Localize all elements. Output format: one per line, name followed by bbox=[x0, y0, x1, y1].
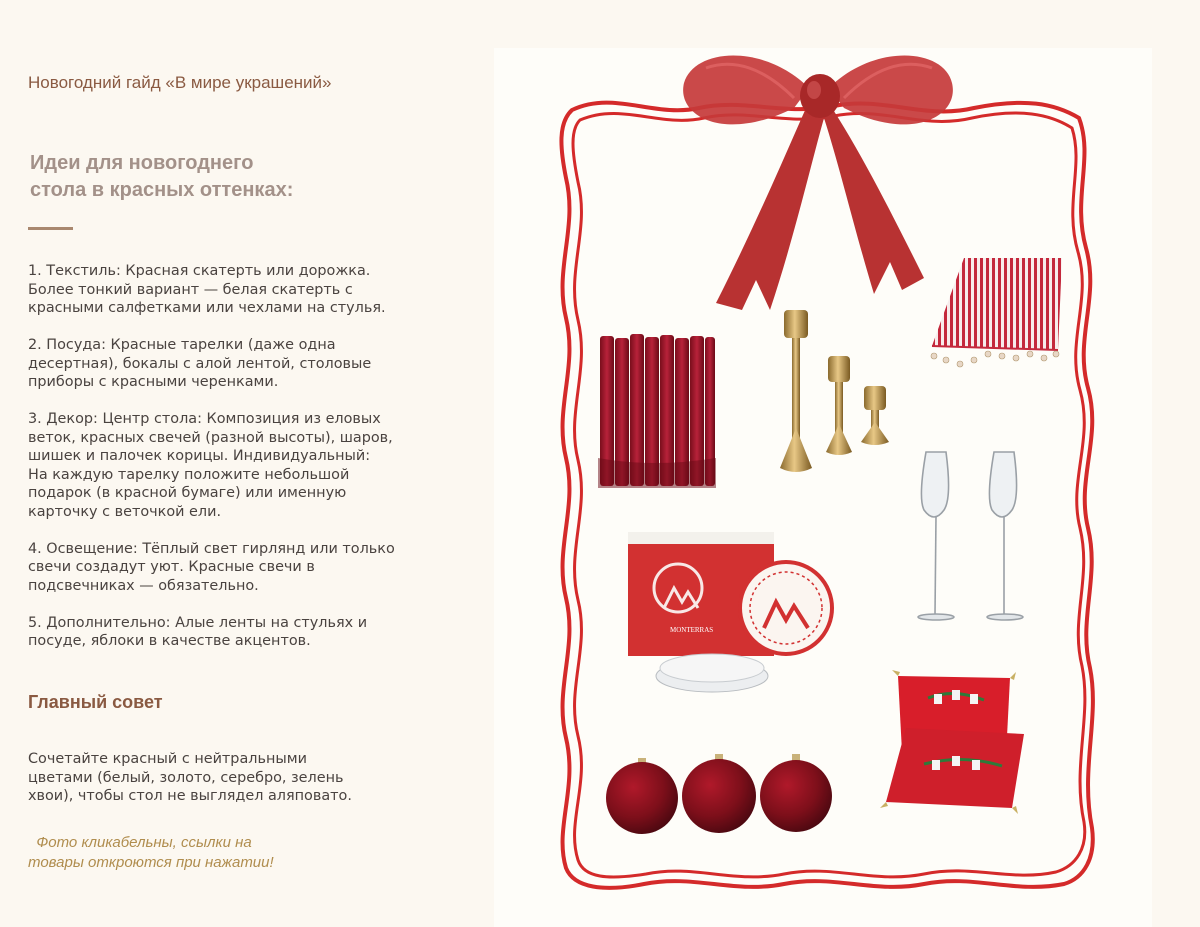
ribbon-bow bbox=[683, 56, 953, 311]
product-red-ornaments[interactable] bbox=[606, 754, 832, 834]
photo-note bbox=[28, 833, 274, 873]
section-heading-line: стола в красных оттенках: bbox=[30, 179, 294, 201]
product-champagne-glasses[interactable] bbox=[918, 452, 1023, 620]
tip-line: Более тонкий вариант — белая скатерть с bbox=[28, 281, 353, 298]
tip-line: 5. Дополнительно: Алые ленты на стульях и bbox=[28, 614, 368, 631]
guide-title: Новогодний гайд «В мире украшений» bbox=[28, 73, 332, 92]
tip-textile bbox=[28, 262, 408, 318]
tip-line: подсвечниках — обязательно. bbox=[28, 577, 259, 594]
tip-line: свечи создадут уют. Красные свечи в bbox=[28, 559, 315, 575]
product-collage bbox=[494, 48, 1152, 927]
tip-tableware bbox=[28, 336, 408, 392]
section-heading-line: Идеи для новогоднего bbox=[30, 152, 254, 174]
tip-extra bbox=[28, 614, 408, 651]
tip-line: 1. Текстиль: Красная скатерть или дорожка. bbox=[28, 263, 371, 279]
tip-line: 4. Освещение: Тёплый свет гирлянд или только bbox=[28, 540, 395, 557]
product-red-candles[interactable] bbox=[598, 334, 716, 488]
section-heading bbox=[30, 150, 293, 204]
tip-line: веток, красных свечей (разной высоты), шаров, bbox=[28, 429, 393, 446]
tip-line: 3. Декор: Центр стола: Композиция из еловых bbox=[28, 411, 381, 427]
tip-lighting bbox=[28, 540, 408, 596]
champagne-glasses-image bbox=[918, 452, 1023, 620]
tip-line: подарок (в красной бумаге) или именную bbox=[28, 485, 347, 501]
collage-canvas bbox=[494, 48, 1152, 927]
tip-line: посуде, яблоки в качестве акцентов. bbox=[28, 633, 311, 649]
tip-line: шишек и палочек корицы. Индивидуальный: bbox=[28, 448, 371, 464]
product-gold-candlesticks[interactable] bbox=[780, 310, 889, 472]
red-placemats-image bbox=[880, 670, 1024, 814]
photo-note-line: товары откроются при нажатии! bbox=[28, 854, 274, 871]
tip-line: 2. Посуда: Красные тарелки (даже одна bbox=[28, 337, 336, 353]
heading-divider bbox=[28, 227, 73, 230]
advice-line: хвои), чтобы стол не выглядел аляповато. bbox=[28, 788, 352, 804]
product-red-placemats[interactable] bbox=[880, 670, 1024, 814]
gold-candlesticks-image bbox=[780, 310, 889, 472]
advice-line: Сочетайте красный с нейтральными bbox=[28, 751, 307, 767]
tip-line: красными салфетками или чехлами на стулья. bbox=[28, 300, 386, 316]
plate-brand: MONTERRAS bbox=[670, 626, 714, 634]
tip-line: На каждую тарелку положите небольшой bbox=[28, 466, 350, 483]
advice-line: цветами (белый, золото, серебро, зелень bbox=[28, 769, 344, 786]
red-ornaments-image bbox=[606, 754, 832, 834]
product-red-dinnerware[interactable] bbox=[628, 532, 832, 692]
tip-line: карточку с веточкой ели. bbox=[28, 503, 222, 520]
tip-line: десертная), бокалы с алой лентой, столовые bbox=[28, 355, 372, 372]
tip-line: приборы с красными черенками. bbox=[28, 374, 279, 390]
striped-napkin-image bbox=[931, 258, 1062, 367]
red-dinnerware-image bbox=[628, 532, 832, 692]
tips-list bbox=[28, 262, 408, 669]
product-striped-napkin[interactable] bbox=[931, 258, 1062, 367]
red-candles-image bbox=[598, 334, 716, 488]
photo-note-line: Фото кликабельны, ссылки на bbox=[28, 834, 252, 851]
tip-decor bbox=[28, 410, 408, 521]
advice-heading: Главный совет bbox=[28, 692, 163, 712]
advice-text bbox=[28, 750, 352, 806]
